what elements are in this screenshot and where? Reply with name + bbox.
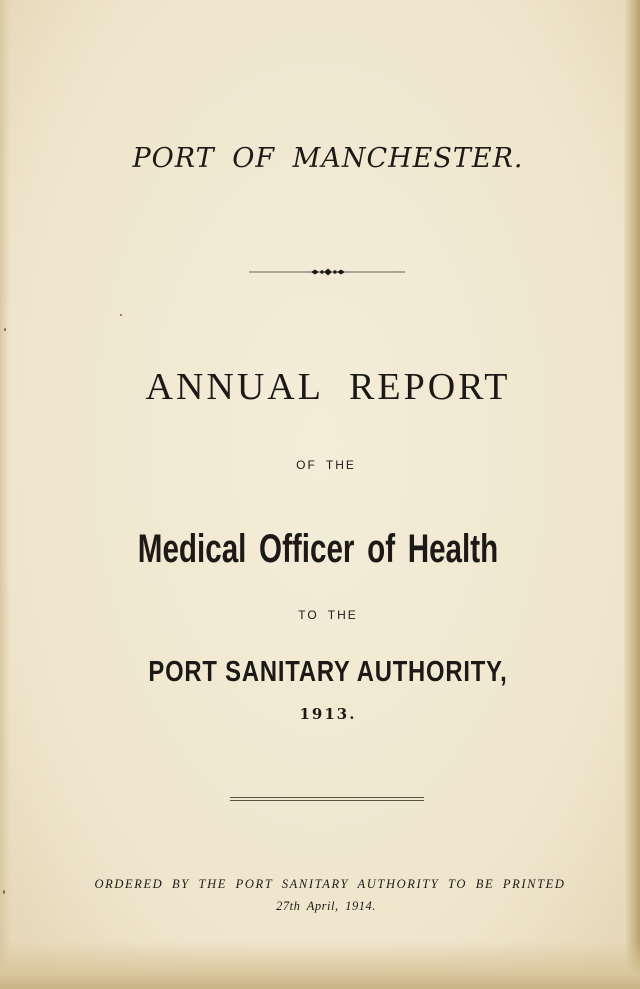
order-date: 27th April, 1914. bbox=[276, 899, 376, 913]
of-the-text: OF THE bbox=[296, 458, 356, 472]
paper-speck bbox=[120, 314, 122, 316]
medical-officer-heading: Medical Officer of Health bbox=[137, 527, 499, 571]
ornament-divider bbox=[249, 264, 405, 280]
port-title: PORT OF MANCHESTER. bbox=[132, 143, 524, 174]
authority-heading: PORT SANITARY AUTHORITY, bbox=[148, 656, 508, 688]
paper-speck bbox=[3, 890, 5, 894]
paper-speck bbox=[4, 328, 6, 331]
double-rule-divider bbox=[230, 796, 424, 802]
printing-order-text: ORDERED BY THE PORT SANITARY AUTHORITY TO BE PRINTED bbox=[94, 877, 566, 891]
page-bottom-edge bbox=[0, 941, 640, 989]
annual-report-heading: ANNUAL REPORT bbox=[145, 366, 511, 408]
report-year: 1913. bbox=[299, 705, 357, 723]
to-the-text: TO THE bbox=[298, 608, 358, 622]
